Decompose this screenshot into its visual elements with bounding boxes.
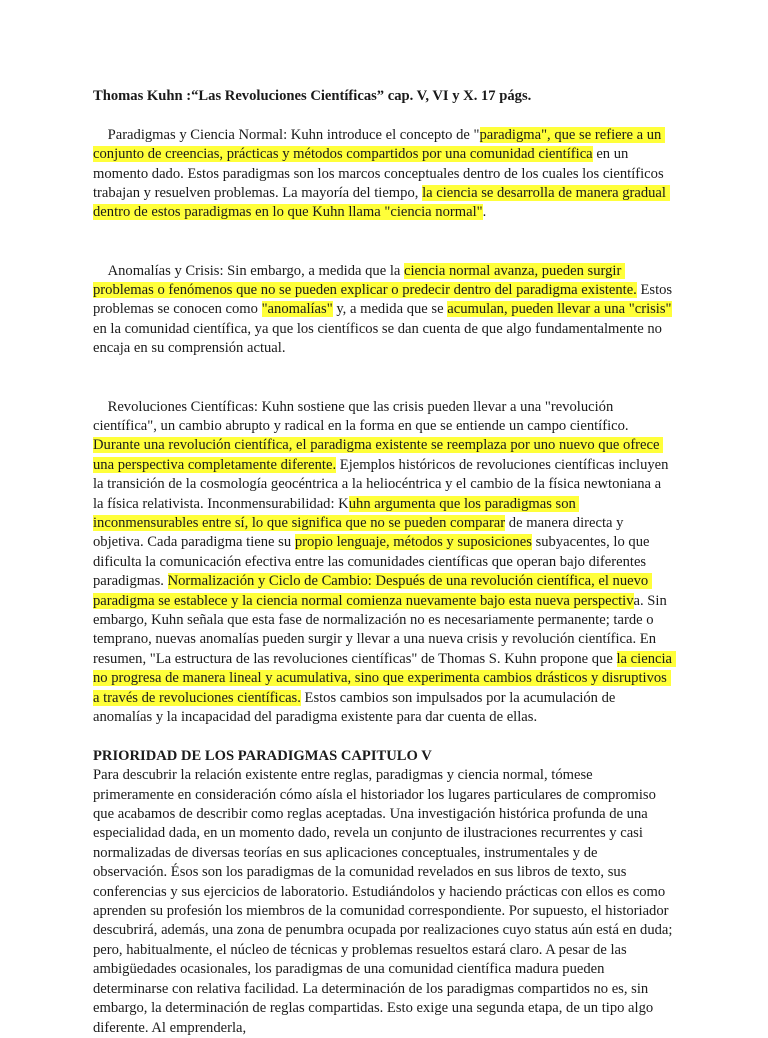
- document-title: Thomas Kuhn :“Las Revoluciones Científicas” cap. V, VI y X. 17 págs.: [93, 88, 532, 104]
- text-run: Estos cambios son impulsados por la acumulación de anomalías y la incapacidad del paradigma existente para dar cuenta de ellas.: [93, 689, 620, 725]
- highlighted-text: Normalización y Ciclo de Cambio: Después de una revolución científica, el nuevo paradigma se establece y la ciencia normal comienza nuevamente bajo esta nueva perspectiv: [93, 573, 652, 609]
- summary-paragraph-anomalias: [93, 242, 675, 378]
- text-run: .: [482, 204, 487, 221]
- text-run: subyacentes, lo que dificulta la comunicación efectiva entre las comunidades científicas que operan bajo diferentes paradigmas.: [93, 534, 654, 590]
- summary-paragraph-paradigmas: [93, 106, 675, 242]
- text-run: Estos problemas se conocen como: [93, 282, 676, 318]
- highlighted-text: paradigma", que se refiere a un conjunto de creencias, prácticas y métodos compartidos por una comunidad científica: [93, 126, 665, 163]
- text-run: de manera directa y objetiva. Cada paradigma tiene su: [93, 514, 628, 551]
- summary-paragraph-revoluciones: [93, 378, 675, 747]
- text-run: y, a medida que se: [332, 301, 448, 318]
- document-page: [93, 87, 675, 1038]
- highlighted-text: ciencia normal avanza, pueden surgir problemas o fenómenos que no se pueden explicar o predecir dentro del paradigma existente.: [93, 262, 637, 299]
- text-run: en un momento dado. Estos paradigmas son los marcos conceptuales dentro de los cuales los científicos trabajan y resuelven problemas. La mayoría del tiempo,: [93, 146, 668, 202]
- text-run: Paradigmas y Ciencia Normal: Kuhn introduce el concepto de ": [107, 126, 480, 143]
- highlighted-text: propio lenguaje, métodos y suposiciones: [294, 534, 532, 551]
- chapter-paragraph: Para descubrir la relación existente entre reglas, paradigmas y ciencia normal, tómese primeramente en consideración cómo aísla el historiador los lugares particulares de compromiso que acabamos de describir como reglas aceptadas. Una investigación histórica profunda de una especialidad dada, en un momento dado, revela un conjunto de ilustraciones recurrentes y casi normalizadas de diversas teorías en sus aplicaciones conceptuales, instrumentales y de observación. Ésos son los paradigmas de la comunidad revelados en sus libros de texto, sus conferencias y sus ejercicios de laboratorio. Estudiándolos y haciendo prácticas con ellos es como aprenden su profesión los miembros de la comunidad correspondiente. Por supuesto, el historiador descubrirá, además, una zona de penumbra ocupada por realizaciones cuyo status aún está en duda; pero, habitualmente, el núcleo de técnicas y problemas resueltos estará claro. A pesar de las ambigüedades ocasionales, los paradigmas de una comunidad científica madura pueden determinarse con relativa facilidad. La determinación de los paradigmas compartidos no es, sin embargo, la determinación de reglas compartidas. Esto exige una segunda etapa, de un tipo algo diferente. Al emprenderla,: [93, 767, 677, 1036]
- highlighted-text: "anomalías": [261, 301, 333, 318]
- text-run: a. Sin embargo, Kuhn señala que esta fase de normalización no es necesariamente permanente; tarde o temprano, nuevas anomalías pueden surgir y llevar a una nueva crisis y revolución científica. En resumen, "La estructura de las revoluciones científicas" de Thomas S. Kuhn propone que: [93, 592, 671, 667]
- highlighted-text: uhn argumenta que los paradigmas son inconmensurables entre sí, lo que significa que no se pueden comparar: [93, 495, 580, 531]
- text-run: Revoluciones Científicas: Kuhn sostiene que las crisis pueden llevar a una "revolución científica", un cambio abrupto y radical en la forma en que se entiende un campo científico.: [93, 398, 633, 434]
- highlighted-text: Durante una revolución científica, el paradigma existente se reemplaza por uno nuevo que ofrece una perspectiva completamente diferente.: [93, 437, 664, 473]
- text-run: Anomalías y Crisis: Sin embargo, a medida que la: [107, 262, 405, 279]
- highlighted-text: la ciencia se desarrolla de manera gradual dentro de estos paradigmas en lo que Kuhn llama "ciencia normal": [93, 185, 670, 221]
- text-run: Ejemplos históricos de revoluciones científicas incluyen la transición de la cosmología geocéntrica a la heliocéntrica y el cambio de la física newtoniana a la física relativista. Inconmensurabilidad: K: [93, 456, 673, 512]
- highlighted-text: la ciencia no progresa de manera lineal y acumulativa, sino que experimenta cambios drásticos y disruptivos a través de revoluciones científicas.: [93, 650, 676, 706]
- chapter-heading: PRIORIDAD DE LOS PARADIGMAS CAPITULO V: [93, 747, 432, 764]
- highlighted-text: acumulan, pueden llevar a una "crisis": [447, 301, 672, 318]
- text-run: en la comunidad científica, ya que los científicos se dan cuenta de que algo fundamentalmente no encaja en su comprensión actual.: [93, 301, 676, 357]
